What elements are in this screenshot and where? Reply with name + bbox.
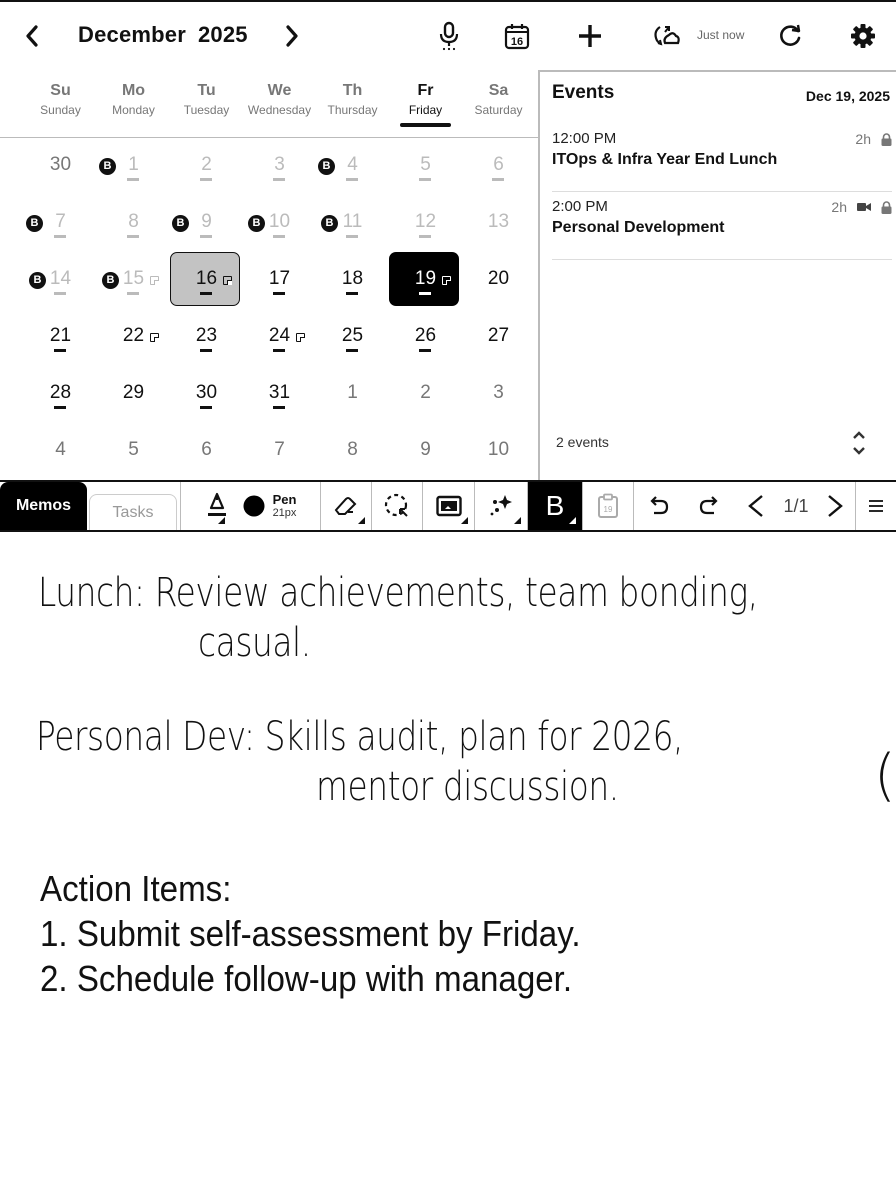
day-number: 2 (201, 154, 212, 175)
refresh-icon (777, 23, 803, 49)
day-number: 9 (420, 439, 431, 460)
handwritten-line: mentor discussion. (316, 764, 619, 810)
weekday-tuesday (170, 70, 243, 138)
day-cell[interactable] (316, 252, 389, 309)
memo-note-icon (442, 276, 451, 285)
tab-memos[interactable]: Memos (0, 482, 87, 530)
go-to-today-button[interactable] (500, 2, 534, 70)
weekday-sunday (24, 70, 97, 138)
day-cell[interactable] (24, 309, 97, 366)
sync-status: Just now (697, 28, 745, 42)
note-canvas[interactable] (0, 532, 896, 1200)
month-year-title[interactable] (78, 22, 260, 48)
day-number: 7 (55, 211, 66, 232)
event-title: Personal Development (552, 219, 725, 236)
day-cell[interactable] (243, 366, 316, 423)
chevron-up-down-icon (848, 428, 870, 458)
day-cell[interactable] (462, 423, 535, 480)
day-number: 22 (122, 325, 145, 346)
day-cell[interactable] (316, 423, 389, 480)
eraser-button[interactable] (321, 482, 372, 530)
menu-button[interactable] (856, 482, 896, 530)
day-number: 1 (128, 154, 139, 175)
day-cell[interactable] (97, 366, 170, 423)
day-number: 1 (347, 382, 358, 403)
day-cell[interactable] (389, 366, 462, 423)
day-cell[interactable] (389, 423, 462, 480)
dropdown-corner-icon (461, 517, 468, 524)
day-cell[interactable] (24, 252, 97, 309)
memo-note-icon (296, 333, 305, 342)
lasso-select-button[interactable] (372, 482, 423, 530)
day-number: 11 (342, 211, 363, 232)
day-number: 20 (487, 268, 510, 289)
event-meta (831, 199, 892, 215)
weekday-short: Th (342, 82, 363, 99)
event-time: 12:00 PM (552, 130, 617, 147)
weekday-long: Tuesday (183, 103, 230, 117)
event-count: 2 events (556, 434, 609, 450)
day-cell[interactable] (316, 138, 389, 195)
add-event-button[interactable] (572, 2, 608, 70)
weekday-monday (97, 70, 170, 138)
day-cell[interactable] (170, 309, 243, 366)
event-item[interactable] (552, 124, 892, 192)
day-number: 15 (122, 268, 145, 289)
day-cell[interactable] (97, 252, 170, 309)
page-number: 1/1 (783, 495, 809, 516)
day-number: 8 (128, 211, 139, 232)
memo-note-icon (223, 276, 232, 285)
sparkle-icon (488, 493, 514, 519)
day-number: 28 (49, 382, 72, 403)
day-cell[interactable] (243, 423, 316, 480)
day-number: 21 (49, 325, 72, 346)
day-cell[interactable] (170, 195, 243, 252)
day-number: 26 (414, 325, 437, 346)
text-format-label: B (545, 490, 565, 521)
memo-toolbar (0, 480, 896, 532)
weekday-friday (389, 70, 462, 138)
weekday-long: Thursday (327, 103, 378, 117)
stray-ink-mark: ( (874, 743, 896, 808)
events-scroll-control[interactable] (848, 428, 870, 458)
weekday-thursday (316, 70, 389, 138)
day-cell[interactable] (389, 252, 462, 309)
dropdown-corner-icon (358, 517, 365, 524)
weekday-wednesday (243, 70, 316, 138)
pen-color-swatch (243, 495, 265, 517)
day-cell[interactable] (462, 195, 535, 252)
video-call-icon (857, 202, 871, 212)
pen-size: 21px (272, 507, 297, 519)
chevron-right-icon (284, 24, 300, 48)
calendar-today-icon (503, 22, 531, 50)
day-cell[interactable] (462, 366, 535, 423)
chevron-left-icon (24, 24, 40, 48)
b-badge-icon: B (102, 272, 119, 289)
action-item: 1. Submit self-assessment by Friday. (40, 913, 581, 954)
event-meta (855, 131, 892, 147)
events-panel (538, 70, 896, 480)
day-number: 17 (268, 268, 291, 289)
day-cell[interactable] (316, 366, 389, 423)
handwritten-line: casual. (198, 620, 311, 666)
event-item[interactable] (552, 192, 892, 260)
month-label: December (78, 22, 186, 47)
day-number: 6 (493, 154, 504, 175)
action-item: 2. Schedule follow-up with manager. (40, 958, 573, 999)
weekday-saturday (462, 70, 535, 138)
day-number: 5 (128, 439, 139, 460)
weekday-short: Sa (488, 82, 509, 99)
weekday-long: Sunday (40, 103, 81, 117)
day-cell[interactable] (24, 138, 97, 195)
day-number: 16 (195, 268, 218, 289)
day-number: 3 (274, 154, 285, 175)
weekday-short: Tu (197, 82, 216, 99)
next-page-button[interactable] (814, 482, 856, 530)
day-cell[interactable] (316, 309, 389, 366)
weekday-long: Monday (112, 103, 155, 117)
b-badge-icon: B (172, 215, 189, 232)
sync-button[interactable] (648, 2, 684, 70)
day-cell[interactable] (170, 138, 243, 195)
event-duration: 2h (831, 199, 847, 215)
day-cell[interactable] (243, 252, 316, 309)
memo-note-icon (150, 276, 159, 285)
day-number: 14 (49, 268, 72, 289)
image-frame-icon (436, 495, 462, 517)
day-number: 10 (268, 211, 291, 232)
day-cell[interactable] (97, 309, 170, 366)
dropdown-corner-icon (514, 517, 521, 524)
redo-button[interactable] (684, 482, 734, 530)
day-number: 24 (268, 325, 291, 346)
clipboard-icon (597, 493, 619, 519)
day-number: 23 (195, 325, 218, 346)
b-badge-icon: B (248, 215, 265, 232)
chevron-left-icon (746, 493, 766, 519)
clipboard-button[interactable] (583, 482, 634, 530)
weekday-short: Su (50, 82, 71, 99)
day-number: 29 (122, 382, 145, 403)
day-cell[interactable] (389, 309, 462, 366)
next-month-button[interactable] (274, 2, 310, 70)
day-cell[interactable] (462, 309, 535, 366)
day-cell[interactable] (170, 423, 243, 480)
weekday-short: Mo (121, 82, 146, 99)
dropdown-corner-icon (569, 517, 576, 524)
month-grid (0, 138, 538, 480)
day-number: 19 (414, 268, 437, 289)
gear-icon (850, 23, 876, 49)
day-cell[interactable] (97, 423, 170, 480)
b-badge-icon: B (29, 272, 46, 289)
b-badge-icon: B (321, 215, 338, 232)
event-time: 2:00 PM (552, 198, 608, 215)
day-cell[interactable] (97, 195, 170, 252)
settings-button[interactable] (844, 2, 882, 70)
redo-icon (697, 495, 721, 517)
day-number: 13 (487, 211, 510, 232)
day-cell[interactable] (316, 195, 389, 252)
event-title: ITOps & Infra Year End Lunch (552, 151, 778, 168)
day-cell[interactable] (389, 195, 462, 252)
day-number: 8 (347, 439, 358, 460)
day-number: 12 (414, 211, 437, 232)
day-number: 25 (341, 325, 364, 346)
day-number: 30 (49, 154, 72, 175)
dropdown-corner-icon (218, 517, 225, 524)
handwritten-line: Lunch: Review achievements, team bonding, (38, 570, 758, 616)
prev-month-button[interactable] (14, 2, 50, 70)
lock-icon (881, 133, 892, 146)
day-cell[interactable] (462, 138, 535, 195)
day-number: 6 (201, 439, 212, 460)
day-number: 4 (55, 439, 66, 460)
day-cell[interactable] (24, 366, 97, 423)
day-number: 5 (420, 154, 431, 175)
day-cell[interactable] (24, 195, 97, 252)
weekday-header (0, 70, 538, 138)
day-cell[interactable] (170, 252, 243, 309)
day-number: 10 (487, 439, 510, 460)
handwritten-line: Personal Dev: Skills audit, plan for 2026, (36, 714, 684, 760)
ai-sparkle-button[interactable] (475, 482, 528, 530)
plus-icon (577, 23, 603, 49)
weekday-long: Wednesday (247, 103, 312, 117)
microphone-icon (437, 21, 461, 51)
day-number: 9 (201, 211, 212, 232)
lasso-select-icon (383, 492, 411, 520)
svg-text:16: 16 (510, 36, 524, 48)
day-cell[interactable] (243, 195, 316, 252)
weekday-long: Friday (408, 103, 443, 117)
chevron-right-icon (825, 493, 845, 519)
event-duration: 2h (855, 131, 871, 147)
day-number: 3 (493, 382, 504, 403)
b-badge-icon: B (318, 158, 335, 175)
pen-nib-icon (205, 492, 229, 520)
day-number: 31 (268, 382, 291, 403)
day-cell[interactable] (462, 252, 535, 309)
prev-page-button[interactable] (734, 482, 778, 530)
weekday-short: Fr (417, 82, 434, 99)
insert-image-button[interactable] (423, 482, 475, 530)
day-cell[interactable] (389, 138, 462, 195)
lock-icon (881, 201, 892, 214)
day-number: 18 (341, 268, 364, 289)
pen-label: Pen (272, 492, 297, 507)
sync-icon (651, 23, 681, 49)
voice-input-button[interactable] (432, 2, 466, 70)
undo-button[interactable] (634, 482, 684, 530)
year-label: 2025 (198, 22, 248, 47)
day-number: 27 (487, 325, 510, 346)
svg-text:19: 19 (603, 505, 613, 514)
page-indicator (778, 482, 814, 530)
events-date: Dec 19, 2025 (805, 88, 890, 104)
pen-tool-button[interactable] (180, 482, 321, 530)
weekday-short: We (267, 82, 292, 99)
b-badge-icon: B (99, 158, 116, 175)
day-number: 2 (420, 382, 431, 403)
eraser-icon (333, 495, 359, 517)
text-format-button[interactable] (528, 482, 583, 530)
b-badge-icon: B (26, 215, 43, 232)
weekday-long: Saturday (474, 103, 523, 117)
day-cell[interactable] (243, 309, 316, 366)
day-cell[interactable] (243, 138, 316, 195)
day-cell[interactable] (24, 423, 97, 480)
memo-note-icon (150, 333, 159, 342)
day-number: 30 (195, 382, 218, 403)
day-cell[interactable] (97, 138, 170, 195)
day-cell[interactable] (170, 366, 243, 423)
tab-tasks[interactable]: Tasks (89, 494, 177, 530)
day-number: 4 (347, 154, 358, 175)
refresh-button[interactable] (772, 2, 808, 70)
action-items-heading: Action Items: (40, 868, 232, 909)
events-title: Events (552, 82, 615, 103)
calendar-header (0, 2, 896, 70)
undo-icon (647, 495, 671, 517)
day-number: 7 (274, 439, 285, 460)
hamburger-menu-icon (868, 499, 884, 513)
